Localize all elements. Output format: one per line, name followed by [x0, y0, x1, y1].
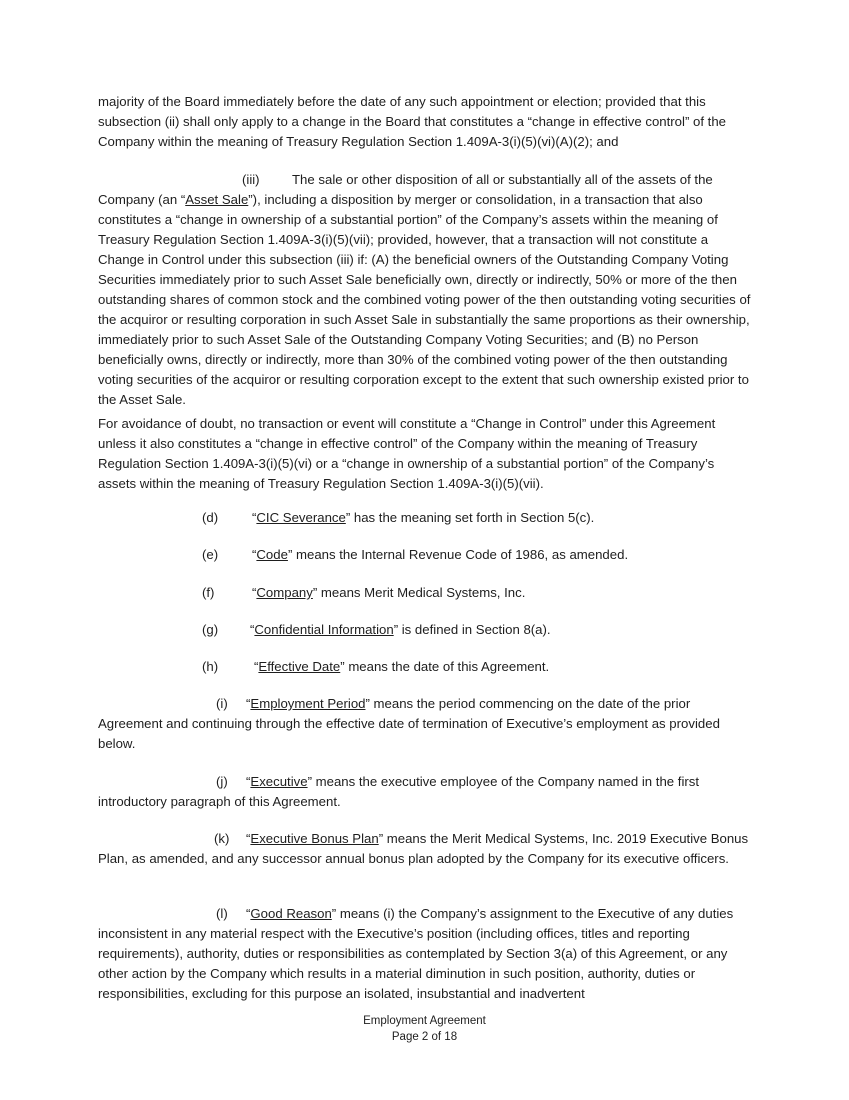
page-number: Page 2 of 18: [391, 1031, 458, 1043]
definition-item: [98, 657, 758, 677]
definition-number: (i): [216, 696, 228, 711]
definition-number: (j): [216, 774, 228, 789]
paragraph-avoidance-of-doubt: [98, 414, 753, 494]
definition-item: [98, 508, 758, 528]
paragraph-text: majority of the Board immediately before the date of any such appointment or election; provided that this subsection (ii) shall only apply to a change in the Board that constitutes a “change in effective control” of the Company within the meaning of Treasury Regulation Section 1.409A-3(i)(5)(vi)(A)(2); and: [98, 94, 726, 149]
paragraph-text: For avoidance of doubt, no transaction or event will constitute a “Change in Control” under this Agreement unless it also constitutes a “change in effective control” of the Company within the meaning of Treasury Regulation Section 1.409A-3(i)(5)(vi) or a “change in ownership of a substantial portion” of the Company’s assets within the meaning of Treasury Regulation Section 1.409A-3(i)(5)(vii).: [98, 416, 716, 491]
definition-text: ” means the Internal Revenue Code of 1986, as amended.: [287, 547, 629, 562]
paragraph-text: The sale or other disposition of all or substantially all of the assets of the Company (an “: [98, 172, 713, 207]
definition-text: ” has the meaning set forth in Section 5(c).: [345, 510, 595, 525]
definition-item: [98, 772, 753, 812]
definition-number: (d): [202, 510, 219, 525]
definition-item: [98, 583, 758, 603]
definition-item: [98, 545, 758, 565]
quote-mark: “: [252, 585, 257, 600]
quote-mark: “: [252, 547, 257, 562]
quote-mark: “: [246, 774, 251, 789]
defined-term: Code: [256, 547, 288, 562]
definition-text: ” means (i) the Company’s assignment to the Executive of any duties inconsistent in any material respect with the Executive’s position (including offices, titles and reporting requirements), authority, duties or responsibilities as contemplated by Section 3(a) of this Agreement, or any other action by the Company which results in a material diminution in such position, authority, duties or responsibilities, excluding for this purpose an isolated, insubstantial and inadvertent: [98, 906, 734, 1001]
defined-term: Good Reason: [250, 906, 332, 921]
quote-mark: “: [246, 831, 251, 846]
quote-mark: “: [250, 622, 255, 637]
defined-term: Executive Bonus Plan: [250, 831, 379, 846]
definition-item: [98, 829, 753, 869]
definition-text: ” is defined in Section 8(a).: [393, 622, 551, 637]
definition-number: (f): [202, 585, 215, 600]
quote-mark: “: [246, 906, 251, 921]
defined-term: Executive: [250, 774, 308, 789]
quote-mark: “: [254, 659, 259, 674]
definition-text: ” means the executive employee of the Company named in the first introductory paragraph of this Agreement.: [98, 774, 700, 809]
defined-term: Company: [256, 585, 313, 600]
paragraph-asset-sale: [98, 170, 753, 410]
paragraph-board-majority: [98, 92, 753, 152]
quote-mark: “: [246, 696, 251, 711]
quote-mark: “: [252, 510, 257, 525]
footer-title: Employment Agreement: [363, 1015, 486, 1027]
defined-term: Effective Date: [258, 659, 341, 674]
definition-item: [98, 694, 753, 754]
subsection-number: (iii): [242, 172, 260, 187]
definition-item: [98, 620, 758, 640]
definition-number: (g): [202, 622, 219, 637]
defined-term: Asset Sale: [185, 192, 249, 207]
footer: [0, 1013, 849, 1045]
definition-number: (l): [216, 906, 228, 921]
definition-number: (e): [202, 547, 219, 562]
definition-text: ” means Merit Medical Systems, Inc.: [312, 585, 526, 600]
definition-number: (k): [214, 831, 230, 846]
paragraph-text: ”), including a disposition by merger or consolidation, in a transaction that also constitutes a “change in ownership of a substantial portion” of the Company’s assets within the meaning of Treasury Regulation Section 1.409A-3(i)(5)(vii); provided, however, that a transaction will not constitute a Change in Control under this subsection (iii) if: (A) the beneficial owners of the Outstanding Company Voting Securities immediately prior to such Asset Sale beneficially own, directly or indirectly, 50% or more of the then outstanding shares of common stock and the combined voting power of the then outstanding voting securities of the acquiror or resulting corporation in such Asset Sale in substantially the same proportions as their ownership, immediately prior to such Asset Sale of the Outstanding Company Voting Securities; and (B) no Person beneficially owns, directly or indirectly, more than 30% of the combined voting power of the then outstanding voting securities of the acquiror or resulting corporation except to the extent that such ownership existed prior to the Asset Sale.: [98, 192, 751, 407]
definition-number: (h): [202, 659, 219, 674]
definition-text: ” means the date of this Agreement.: [340, 659, 550, 674]
defined-term: Employment Period: [250, 696, 366, 711]
defined-term: Confidential Information: [254, 622, 394, 637]
defined-term: CIC Severance: [256, 510, 346, 525]
definition-text: ” means the Merit Medical Systems, Inc. 2019 Executive Bonus Plan, as amended, and any successor annual bonus plan adopted by the Company for its executive officers.: [98, 831, 749, 866]
definition-text: ” means the period commencing on the date of the prior Agreement and continuing through the effective date of termination of Executive’s employment as provided below.: [98, 696, 720, 751]
definition-item: [98, 904, 753, 1004]
